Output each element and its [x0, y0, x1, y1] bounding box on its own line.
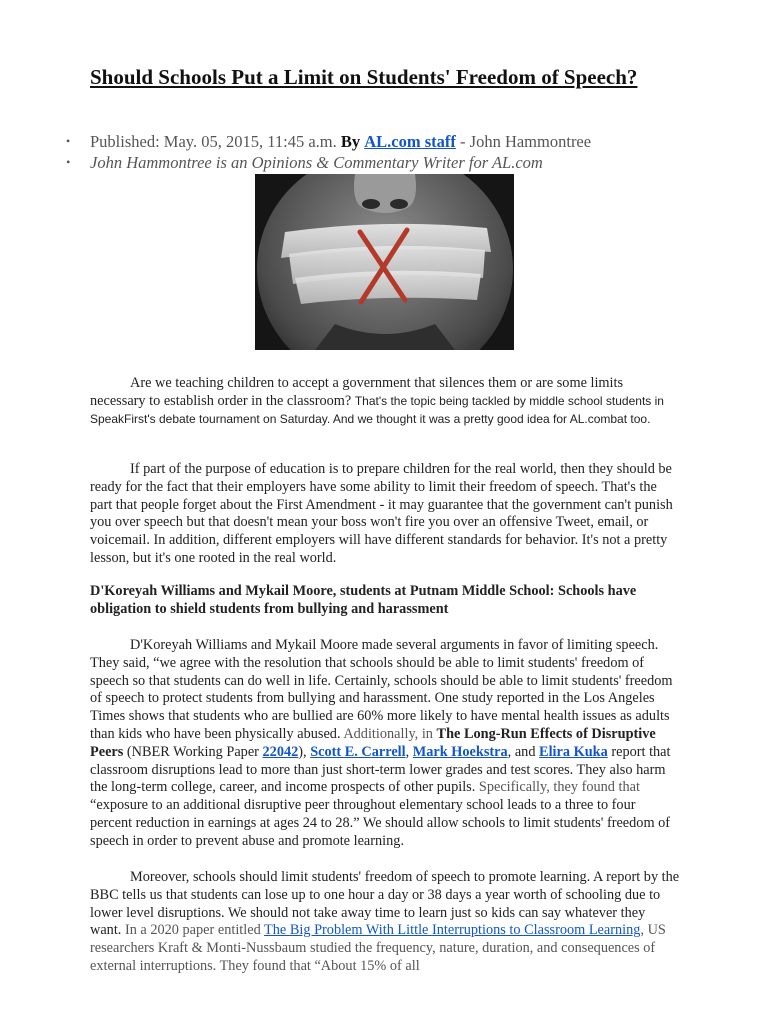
working-paper-link[interactable]: 22042: [262, 743, 299, 760]
taped-mouth-photo: [255, 174, 514, 350]
paper-link[interactable]: The Big Problem With Little Interruptions to Classroom Learning: [264, 922, 641, 939]
paragraph-3-text-g: , and: [507, 743, 540, 760]
paper-title: The Long-Run Effects of Disruptive Peers: [90, 725, 656, 760]
paragraph-4: [90, 869, 680, 976]
article-meta-list: [62, 131, 591, 173]
paragraph-3: [90, 637, 680, 851]
author-link[interactable]: AL.com staff: [364, 132, 456, 151]
paragraph-3-text-b: Additionally, in: [343, 725, 437, 742]
paragraph-1: [90, 375, 680, 428]
author-link-hoekstra[interactable]: Mark Hoekstra: [412, 743, 508, 760]
paragraph-3-text-h: report that classroom disruptions lead to more than just short-term lower grades and test scores. They also harm the long-term college, career, and income prospects of other pupils.: [90, 743, 671, 796]
section-heading: D'Koreyah Williams and Mykail Moore, students at Putnam Middle School: Schools have obligation to shield students from bullying and harassment: [90, 583, 637, 617]
paragraph-4-text-a: Moreover, schools should limit students' freedom of speech to promote learning. A report by the BBC tells us that students can lose up to one hour a day or 38 days a year worth of schooling due to lower level disruptions. We should not take away time to learn just so kids can say whatever they want.: [90, 869, 680, 939]
paragraph-2: [90, 461, 680, 568]
bullet-icon: •: [66, 155, 71, 169]
paragraph-3-text-j: “exposure to an additional disruptive peer throughout elementary school leads to a three to four percent reduction in earnings at ages 24 to 28.” We should allow schools to limit students' freedom of speech in order to prevent abuse and promote learning.: [90, 797, 671, 849]
paragraph-2-text: If part of the purpose of education is to prepare children for the real world, then they should be ready for the fact that their employers have some ability to limit their freedom of speech. That's the part that people forget about the First Amendment - it may guarantee that the government can't punish you over speech but that doesn't mean your boss won't fire you over an offensive Tweet, email, or voicemail. In addition, different employers will have different standards for behavior. It's not a pretty lesson, but it's one rooted in the real world.: [90, 461, 673, 566]
bullet-icon: •: [66, 134, 71, 148]
author-name: - John Hammontree: [455, 132, 592, 151]
paragraph-3-text-f: ,: [405, 743, 413, 760]
author-link-kuka[interactable]: Elira Kuka: [539, 743, 608, 760]
meta-item-published: [62, 131, 591, 152]
paragraph-3-text-a: D'Koreyah Williams and Mykail Moore made several arguments in favor of limiting speech. They said, “we agree with the resolution that schools should be able to limit students' freedom of speech so that students can do well in life. Certainly, schools should be able to limit students' freedom of speech to protect students from bullying and harassment. One study reported in the Los Angeles Times shows that students who are bullied are 60% more likely to have mental health issues as adults than kids who have been physically abused.: [90, 637, 673, 742]
author-bio: John Hammontree is an Opinions & Commentary Writer for AL.com: [90, 153, 543, 172]
article-title: Should Schools Put a Limit on Students' Freedom of Speech?: [90, 65, 638, 89]
published-date: Published: May. 05, 2015, 11:45 a.m.: [90, 132, 337, 151]
by-label: By: [340, 132, 361, 151]
meta-item-bio: [62, 152, 591, 173]
paragraph-1-serif-text: Are we teaching children to accept a government that silences them or are some limits necessary to establish order in the classroom?: [90, 375, 624, 409]
paragraph-3-text-d: (NBER Working Paper: [123, 743, 263, 760]
paragraph-3-text-i: Specifically, they found that: [478, 779, 640, 796]
photo-illustration: [255, 174, 514, 350]
author-link-carrell[interactable]: Scott E. Carrell: [310, 743, 406, 760]
paragraph-1-sans-text: That's the topic being tackled by middle school students in SpeakFirst's debate tournament on Saturday. And we thought it was a pretty good idea for AL.combat too.: [90, 393, 664, 426]
paragraph-4-text-b: In a 2020 paper entitled: [124, 922, 265, 939]
paragraph-4-text-c: , US researchers Kraft & Monti-Nussbaum studied the frequency, nature, duration, and consequences of external interruptions. They found that “About 15% of all: [90, 922, 666, 974]
paragraph-3-text-e: ),: [298, 743, 311, 760]
